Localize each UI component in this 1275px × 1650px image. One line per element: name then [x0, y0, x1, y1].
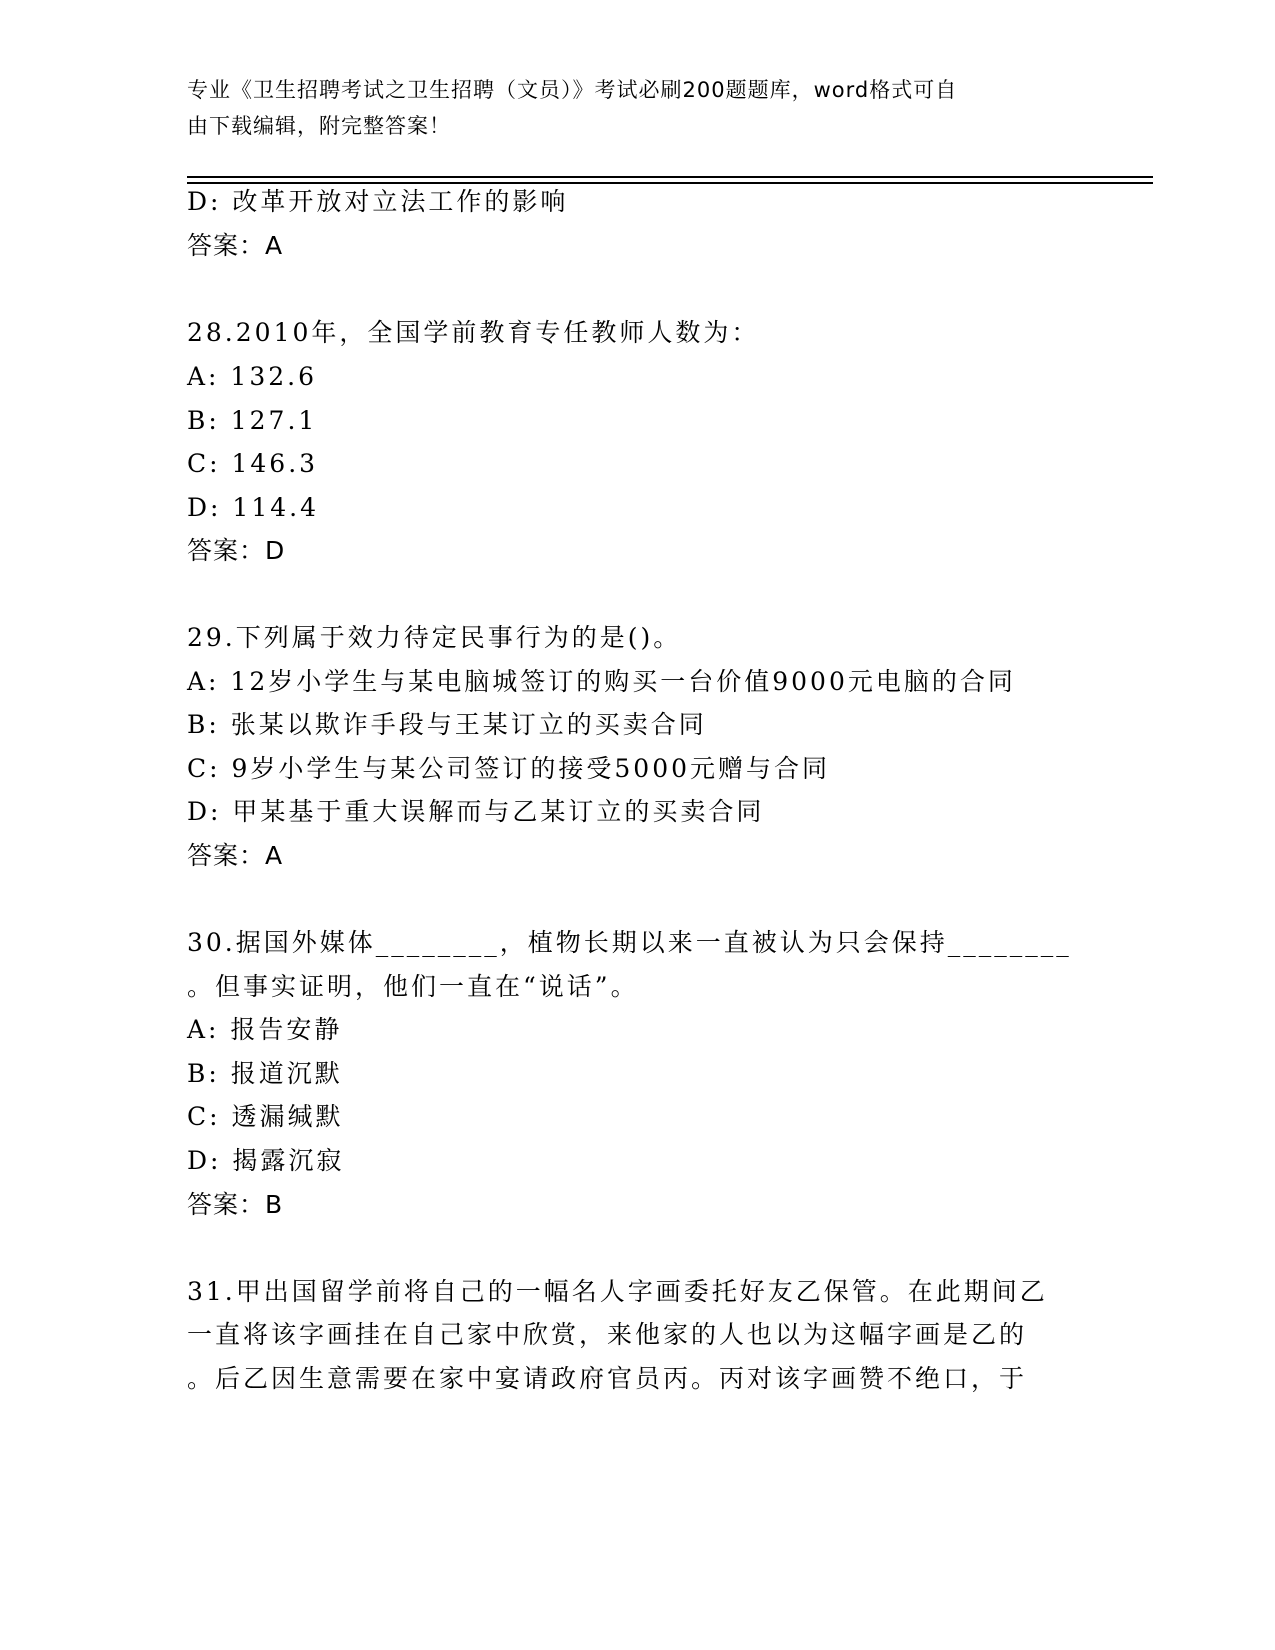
q31-stem-line-2: 一直将该字画挂在自己家中欣赏，来他家的人也以为这幅字画是乙的 — [187, 1320, 1028, 1349]
q28-answer: 答案：D — [187, 536, 286, 565]
q31-stem-line-3: 。后乙因生意需要在家中宴请政府官员丙。丙对该字画赞不绝口，于 — [187, 1364, 1028, 1393]
q28-option-c: C: 146.3 — [187, 449, 319, 478]
q30-option-c: C: 透漏缄默 — [187, 1102, 344, 1131]
q29-option-b: B: 张某以欺诈手段与王某订立的买卖合同 — [187, 710, 707, 739]
q29-answer: 答案：A — [187, 841, 284, 870]
header-divider-top — [187, 176, 1153, 178]
q30-stem-line-1: 30.据国外媒体________，植物长期以来一直被认为只会保持________ — [187, 928, 1072, 957]
header-line-1: 专业《卫生招聘考试之卫生招聘（文员）》考试必刷200题题库，word格式可自 — [187, 78, 958, 102]
q29-option-c: C: 9岁小学生与某公司签订的接受5000元赠与合同 — [187, 754, 831, 783]
q30-option-a: A: 报告安静 — [187, 1015, 343, 1044]
q30-answer: 答案：B — [187, 1190, 284, 1219]
q27-option-d: D: 改革开放对立法工作的影响 — [187, 187, 569, 216]
q29-option-d: D: 甲某基于重大误解而与乙某订立的买卖合同 — [187, 797, 765, 826]
q27-answer: 答案：A — [187, 231, 284, 260]
q28-option-a: A: 132.6 — [187, 362, 317, 391]
q28-option-b: B: 127.1 — [187, 406, 318, 435]
q31-stem-line-1: 31.甲出国留学前将自己的一幅名人字画委托好友乙保管。在此期间乙 — [187, 1277, 1048, 1306]
q30-option-d: D: 揭露沉寂 — [187, 1146, 345, 1175]
header-divider-bottom — [187, 182, 1153, 184]
q30-stem-line-2: 。但事实证明，他们一直在“说话”。 — [187, 972, 639, 1001]
q28-option-d: D: 114.4 — [187, 493, 319, 522]
q28-stem: 28.2010年，全国学前教育专任教师人数为： — [187, 318, 760, 347]
header-line-2: 由下载编辑，附完整答案！ — [187, 114, 451, 138]
page-header — [187, 72, 1067, 144]
q29-option-a: A: 12岁小学生与某电脑城签订的购买一台价值9000元电脑的合同 — [187, 667, 1016, 696]
q29-stem: 29.下列属于效力待定民事行为的是()。 — [187, 623, 682, 652]
q30-option-b: B: 报道沉默 — [187, 1059, 343, 1088]
